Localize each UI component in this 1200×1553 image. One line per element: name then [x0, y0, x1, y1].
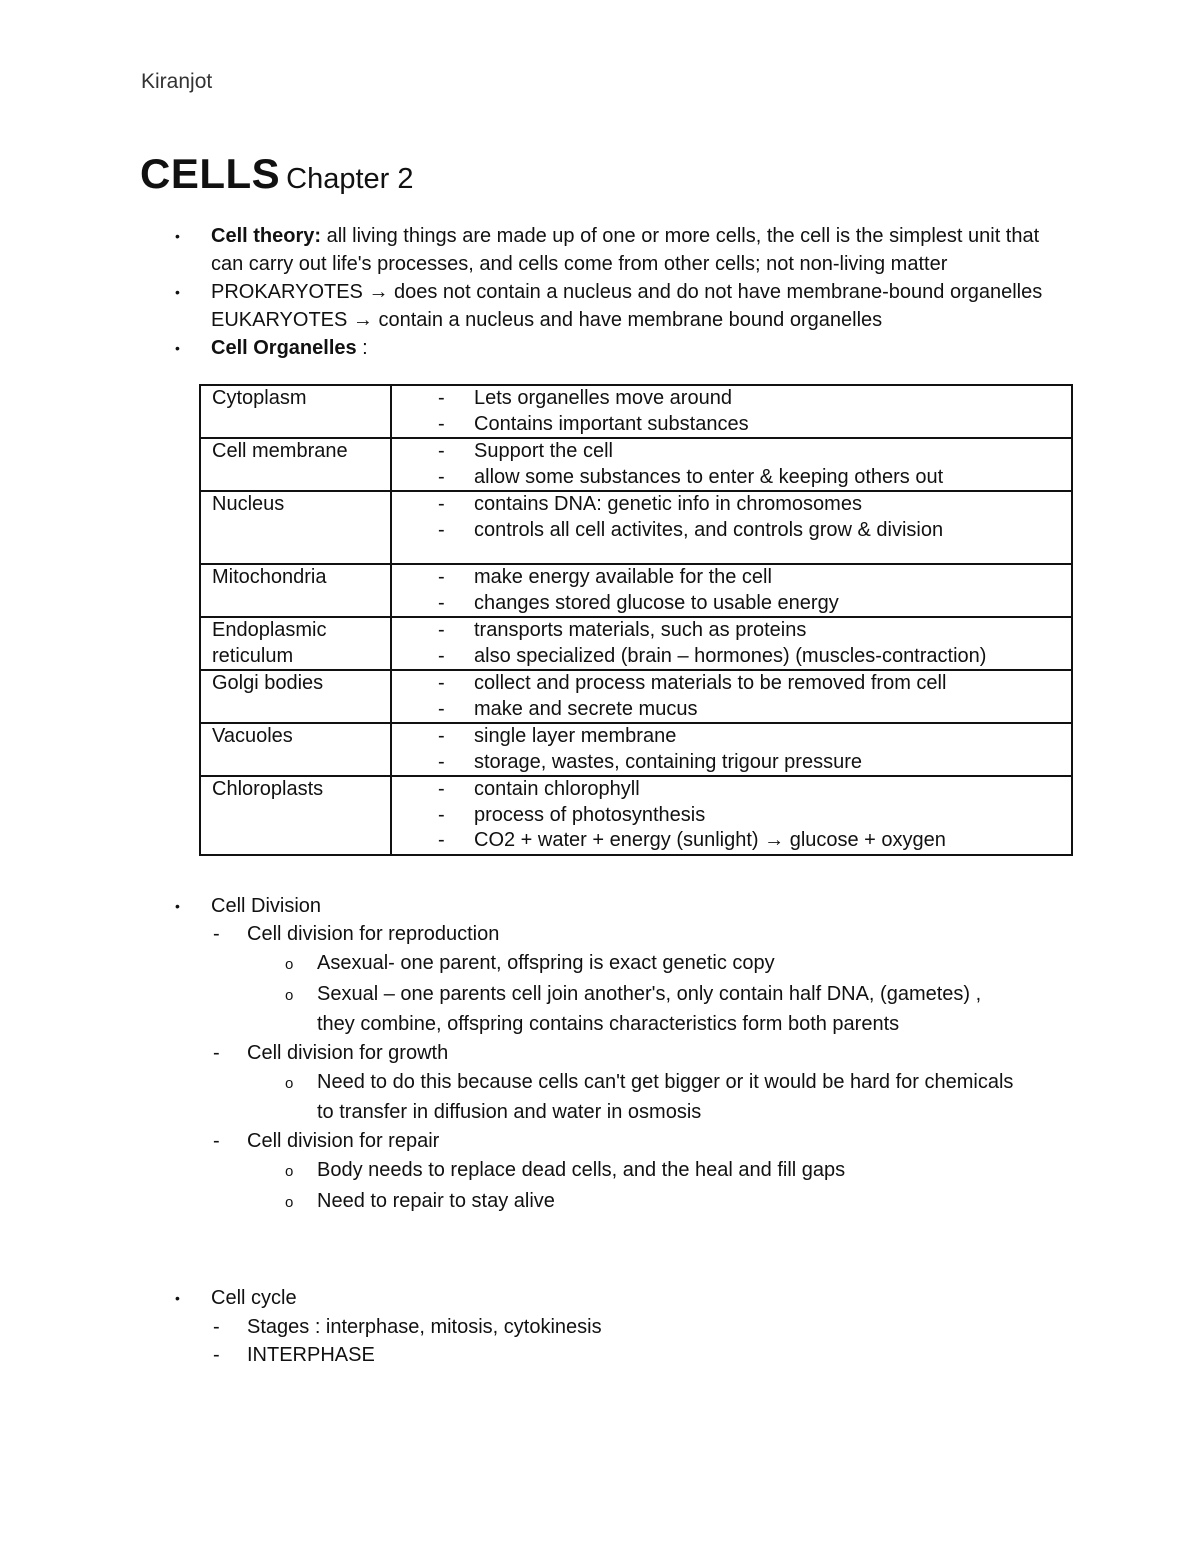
dash-icon: - — [213, 1316, 220, 1338]
division-repair-2: Need to repair to stay alive — [317, 1190, 555, 1212]
table-row — [200, 564, 1072, 617]
bullet-icon: • — [175, 898, 180, 914]
dash-icon: - — [438, 591, 445, 614]
organelles-label: Cell Organelles — [211, 337, 357, 359]
organelle-point: controls all cell activites, and controls grow & division — [474, 518, 944, 541]
cell-theory-text — [211, 222, 1071, 278]
list-item — [392, 465, 1071, 491]
title-main: CELLS — [140, 150, 281, 197]
cell-theory-label: Cell theory: — [211, 225, 322, 247]
organelle-point: CO2 + water + energy (sunlight) → glucose + oxygen — [474, 829, 946, 851]
list-item — [392, 565, 1071, 591]
list-item — [392, 386, 1071, 412]
division-sexual-2: they combine, offspring contains characteristics form both parents — [317, 1013, 900, 1035]
division-repair: Cell division for repair — [247, 1130, 440, 1152]
division-asexual: Asexual- one parent, offspring is exact genetic copy — [317, 952, 775, 974]
organelle-point: collect and process materials to be removed from cell — [474, 672, 947, 694]
organelle-point: also specialized (brain – hormones) (muscles-contraction) — [474, 644, 987, 667]
circle-bullet-icon: o — [285, 1163, 294, 1180]
organelle-point: make energy available for the cell — [474, 566, 772, 588]
dash-icon: - — [438, 412, 445, 435]
circle-bullet-icon: o — [285, 956, 294, 973]
organelle-point: transports materials, such as proteins — [474, 619, 807, 641]
intro-bullets — [0, 222, 1200, 362]
organelle-point: single layer membrane — [474, 725, 677, 747]
organelle-point: Support the cell — [474, 440, 613, 462]
division-reproduction: Cell division for reproduction — [247, 923, 500, 945]
list-item — [392, 412, 1071, 438]
division-growth: Cell division for growth — [247, 1042, 449, 1064]
dash-icon: - — [438, 566, 445, 588]
organelle-point: Contains important substances — [474, 412, 749, 435]
organelle-name: Chloroplasts — [200, 776, 391, 855]
list-item — [0, 222, 1200, 278]
organelle-description — [391, 438, 1072, 491]
list-item — [392, 439, 1071, 465]
dash-icon: - — [438, 697, 445, 720]
dash-icon: - — [213, 1042, 220, 1064]
organelle-name: Mitochondria — [200, 564, 391, 617]
organelle-description — [391, 617, 1072, 670]
bullet-icon: • — [175, 1290, 180, 1306]
list-item — [0, 278, 1200, 334]
table-row — [200, 776, 1072, 855]
dash-icon: - — [438, 518, 445, 541]
organelles-heading — [211, 334, 1071, 362]
organelle-description — [391, 491, 1072, 564]
author-name: Kiranjot — [141, 70, 213, 93]
circle-bullet-icon: o — [285, 987, 294, 1004]
organelle-name: Vacuoles — [200, 723, 391, 776]
organelles-suffix: : — [356, 337, 368, 359]
list-item — [392, 591, 1071, 617]
page-title — [140, 150, 414, 198]
organelle-point: allow some substances to enter & keeping others out — [474, 465, 944, 488]
title-sub: Chapter 2 — [286, 163, 414, 195]
cycle-interphase: INTERPHASE — [247, 1344, 375, 1366]
list-item — [392, 671, 1071, 697]
organelle-point: changes stored glucose to usable energy — [474, 591, 839, 614]
list-item — [392, 750, 1071, 776]
list-item — [0, 334, 1200, 362]
dash-icon: - — [213, 923, 220, 945]
division-growth-1: Need to do this because cells can't get bigger or it would be hard for chemicals — [317, 1071, 1014, 1093]
circle-bullet-icon: o — [285, 1075, 294, 1092]
organelle-name: Golgi bodies — [200, 670, 391, 723]
bullet-icon: • — [175, 340, 180, 356]
division-sexual-1: Sexual – one parents cell join another's, only contain half DNA, (gametes) , — [317, 983, 982, 1005]
organelle-point: contain chlorophyll — [474, 778, 640, 800]
organelle-description — [391, 776, 1072, 855]
dash-icon: - — [213, 1130, 220, 1152]
cycle-stages: Stages : interphase, mitosis, cytokinesis — [247, 1316, 602, 1338]
table-row — [200, 385, 1072, 438]
dash-icon: - — [438, 750, 445, 773]
list-item — [392, 803, 1071, 829]
dash-icon: - — [438, 725, 445, 747]
list-item — [392, 492, 1071, 518]
organelles-table — [199, 384, 1073, 856]
dash-icon: - — [438, 829, 445, 851]
organelle-description — [391, 385, 1072, 438]
organelle-name: Endoplasmic reticulum — [200, 617, 391, 670]
organelle-point: contains DNA: genetic info in chromosomes — [474, 493, 862, 515]
dash-icon: - — [438, 672, 445, 694]
list-item — [392, 644, 1071, 670]
organelle-name: Cell membrane — [200, 438, 391, 491]
dash-icon: - — [438, 493, 445, 515]
dash-icon: - — [438, 803, 445, 826]
list-item — [392, 697, 1071, 723]
table-row — [200, 491, 1072, 564]
organelle-point: make and secrete mucus — [474, 697, 698, 720]
dash-icon: - — [213, 1344, 220, 1366]
list-item — [392, 518, 1071, 544]
list-item — [392, 724, 1071, 750]
dash-icon: - — [438, 778, 445, 800]
bullet-icon: • — [175, 228, 180, 244]
organelle-description — [391, 670, 1072, 723]
bullet-icon: • — [175, 284, 180, 300]
list-item — [392, 828, 1071, 854]
cell-theory-body: all living things are made up of one or more cells, the cell is the simplest unit that can carry out life's processes, and cells come from other cells; not non-living matter — [211, 225, 1040, 275]
organelle-description — [391, 723, 1072, 776]
table-row — [200, 438, 1072, 491]
organelle-name: Nucleus — [200, 491, 391, 564]
organelle-point: storage, wastes, containing trigour pressure — [474, 750, 862, 773]
table-row — [200, 617, 1072, 670]
circle-bullet-icon: o — [285, 1194, 294, 1211]
dash-icon: - — [438, 440, 445, 462]
table-row — [200, 723, 1072, 776]
organelles-table-body — [200, 385, 1072, 855]
dash-icon: - — [438, 619, 445, 641]
dash-icon: - — [438, 644, 445, 667]
organelle-point: Lets organelles move around — [474, 387, 732, 409]
cell-cycle-heading: Cell cycle — [211, 1287, 297, 1309]
organelle-description — [391, 564, 1072, 617]
division-growth-2: to transfer in diffusion and water in osmosis — [317, 1101, 702, 1123]
organelle-point: process of photosynthesis — [474, 803, 706, 826]
cell-division-heading: Cell Division — [211, 895, 322, 917]
table-row — [200, 670, 1072, 723]
dash-icon: - — [438, 465, 445, 488]
organelle-name: Cytoplasm — [200, 385, 391, 438]
dash-icon: - — [438, 387, 445, 409]
division-repair-1: Body needs to replace dead cells, and the heal and fill gaps — [317, 1159, 846, 1181]
karyotes-text: PROKARYOTES → does not contain a nucleus and do not have membrane-bound organelles EUKARYOTES → contain a nucleus and have membrane bound organelles — [211, 281, 1043, 331]
list-item — [392, 618, 1071, 644]
list-item — [392, 777, 1071, 803]
